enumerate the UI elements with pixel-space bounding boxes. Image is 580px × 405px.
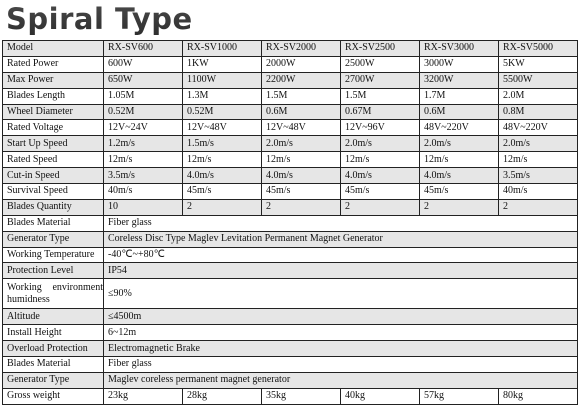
- spec-value: 4.0m/s: [420, 168, 499, 184]
- row-label: Rated Power: [3, 56, 104, 72]
- spec-value: 2: [499, 199, 578, 215]
- table-row: [3, 104, 578, 120]
- spec-value: 4.0m/s: [341, 168, 420, 184]
- weight-value: 57kg: [420, 388, 499, 404]
- spec-value: 4.0m/s: [183, 168, 262, 184]
- table-row: [3, 279, 578, 309]
- spec-value: 12m/s: [420, 152, 499, 168]
- model-header: RX-SV5000: [499, 41, 578, 57]
- table-row: [3, 231, 578, 247]
- model-header: RX-SV2500: [341, 41, 420, 57]
- weight-value: 28kg: [183, 388, 262, 404]
- spec-value: 12m/s: [262, 152, 341, 168]
- spec-value: 1.7M: [420, 88, 499, 104]
- row-label: Survival Speed: [3, 184, 104, 200]
- spec-value: 2: [262, 199, 341, 215]
- row-label: Rated Speed: [3, 152, 104, 168]
- table-row: [3, 215, 578, 231]
- table-header-row: [3, 41, 578, 57]
- spec-value: 2200W: [262, 72, 341, 88]
- row-label: Blades Material: [3, 215, 104, 231]
- spec-table: [2, 40, 578, 405]
- table-row: [3, 357, 578, 373]
- spec-value: 12V~48V: [262, 120, 341, 136]
- row-label: Wheel Diameter: [3, 104, 104, 120]
- weight-value: 80kg: [499, 388, 578, 404]
- spec-value: 40m/s: [499, 184, 578, 200]
- spec-value: 45m/s: [420, 184, 499, 200]
- spec-value: 2.0m/s: [420, 136, 499, 152]
- row-label: Install Height: [3, 325, 104, 341]
- spec-value: 1KW: [183, 56, 262, 72]
- spec-value: 1.5m/s: [183, 136, 262, 152]
- model-header: RX-SV1000: [183, 41, 262, 57]
- common-value: Fiber glass: [104, 215, 578, 231]
- spec-value: 0.52M: [183, 104, 262, 120]
- row-label: Generator Type: [3, 231, 104, 247]
- spec-value: 2000W: [262, 56, 341, 72]
- weight-value: 23kg: [104, 388, 183, 404]
- spec-value: 2: [341, 199, 420, 215]
- spec-value: 0.6M: [420, 104, 499, 120]
- spec-value: 0.52M: [104, 104, 183, 120]
- row-label: Blades Length: [3, 88, 104, 104]
- row-label: Overload Protection: [3, 341, 104, 357]
- spec-value: 650W: [104, 72, 183, 88]
- spec-value: 3200W: [420, 72, 499, 88]
- row-label: Start Up Speed: [3, 136, 104, 152]
- spec-value: 2.0m/s: [499, 136, 578, 152]
- model-header: RX-SV600: [104, 41, 183, 57]
- spec-value: 2.0m/s: [262, 136, 341, 152]
- spec-value: 45m/s: [183, 184, 262, 200]
- table-row: [3, 325, 578, 341]
- table-row: [3, 88, 578, 104]
- common-value: Electromagnetic Brake: [104, 341, 578, 357]
- common-value: ≤4500m: [104, 309, 578, 325]
- row-label: Altitude: [3, 309, 104, 325]
- row-label: Generator Type: [3, 372, 104, 388]
- spec-value: 1.5M: [262, 88, 341, 104]
- header-label: Model: [3, 41, 104, 57]
- spec-value: 3000W: [420, 56, 499, 72]
- spec-value: 48V~220V: [499, 120, 578, 136]
- common-value: Fiber glass: [104, 357, 578, 373]
- spec-value: 0.67M: [341, 104, 420, 120]
- table-row: [3, 184, 578, 200]
- table-row: [3, 341, 578, 357]
- row-label: Blades Material: [3, 357, 104, 373]
- spec-value: 4.0m/s: [262, 168, 341, 184]
- spec-value: 12m/s: [104, 152, 183, 168]
- spec-value: 12V~24V: [104, 120, 183, 136]
- spec-value: 3.5m/s: [499, 168, 578, 184]
- weight-value: 40kg: [341, 388, 420, 404]
- spec-value: 12m/s: [499, 152, 578, 168]
- spec-value: 45m/s: [262, 184, 341, 200]
- spec-value: 1.5M: [341, 88, 420, 104]
- table-row: [3, 263, 578, 279]
- common-value: Maglev coreless permanent magnet generator: [104, 372, 578, 388]
- table-row: [3, 120, 578, 136]
- row-label: Protection Level: [3, 263, 104, 279]
- table-row: [3, 152, 578, 168]
- row-label: Working environment humidness: [3, 279, 104, 309]
- page-title: Spiral Type: [6, 2, 193, 36]
- spec-value: 12m/s: [341, 152, 420, 168]
- spec-value: 2.0m/s: [341, 136, 420, 152]
- spec-value: 5500W: [499, 72, 578, 88]
- row-label: Working Temperature: [3, 247, 104, 263]
- spec-value: 10: [104, 199, 183, 215]
- table-row: [3, 72, 578, 88]
- common-value: Coreless Disc Type Maglev Levitation Permanent Magnet Generator: [104, 231, 578, 247]
- spec-value: 5KW: [499, 56, 578, 72]
- spec-value: 45m/s: [341, 184, 420, 200]
- spec-value: 1.05M: [104, 88, 183, 104]
- spec-value: 2700W: [341, 72, 420, 88]
- table-row: [3, 309, 578, 325]
- spec-value: 0.6M: [262, 104, 341, 120]
- row-label: Blades Quantity: [3, 199, 104, 215]
- table-row: [3, 247, 578, 263]
- model-header: RX-SV3000: [420, 41, 499, 57]
- common-value: 6~12m: [104, 325, 578, 341]
- spec-value: 3.5m/s: [104, 168, 183, 184]
- table-row: [3, 136, 578, 152]
- row-label: Rated Voltage: [3, 120, 104, 136]
- row-label: Max Power: [3, 72, 104, 88]
- spec-value: 2500W: [341, 56, 420, 72]
- spec-value: 2.0M: [499, 88, 578, 104]
- spec-value: 600W: [104, 56, 183, 72]
- spec-value: 12m/s: [183, 152, 262, 168]
- spec-table-container: [2, 40, 578, 405]
- spec-value: 1100W: [183, 72, 262, 88]
- row-label: Gross weight: [3, 388, 104, 404]
- common-value: IP54: [104, 263, 578, 279]
- common-value: ≤90%: [104, 279, 578, 309]
- spec-value: 0.8M: [499, 104, 578, 120]
- spec-value: 2: [420, 199, 499, 215]
- table-row: [3, 372, 578, 388]
- table-row: [3, 199, 578, 215]
- spec-value: 48V~220V: [420, 120, 499, 136]
- model-header: RX-SV2000: [262, 41, 341, 57]
- table-row: [3, 388, 578, 404]
- table-row: [3, 168, 578, 184]
- spec-value: 1.3M: [183, 88, 262, 104]
- row-label: Cut-in Speed: [3, 168, 104, 184]
- spec-value: 40m/s: [104, 184, 183, 200]
- spec-value: 1.2m/s: [104, 136, 183, 152]
- spec-value: 12V~96V: [341, 120, 420, 136]
- common-value: -40℃~+80℃: [104, 247, 578, 263]
- weight-value: 35kg: [262, 388, 341, 404]
- spec-value: 12V~48V: [183, 120, 262, 136]
- spec-value: 2: [183, 199, 262, 215]
- table-row: [3, 56, 578, 72]
